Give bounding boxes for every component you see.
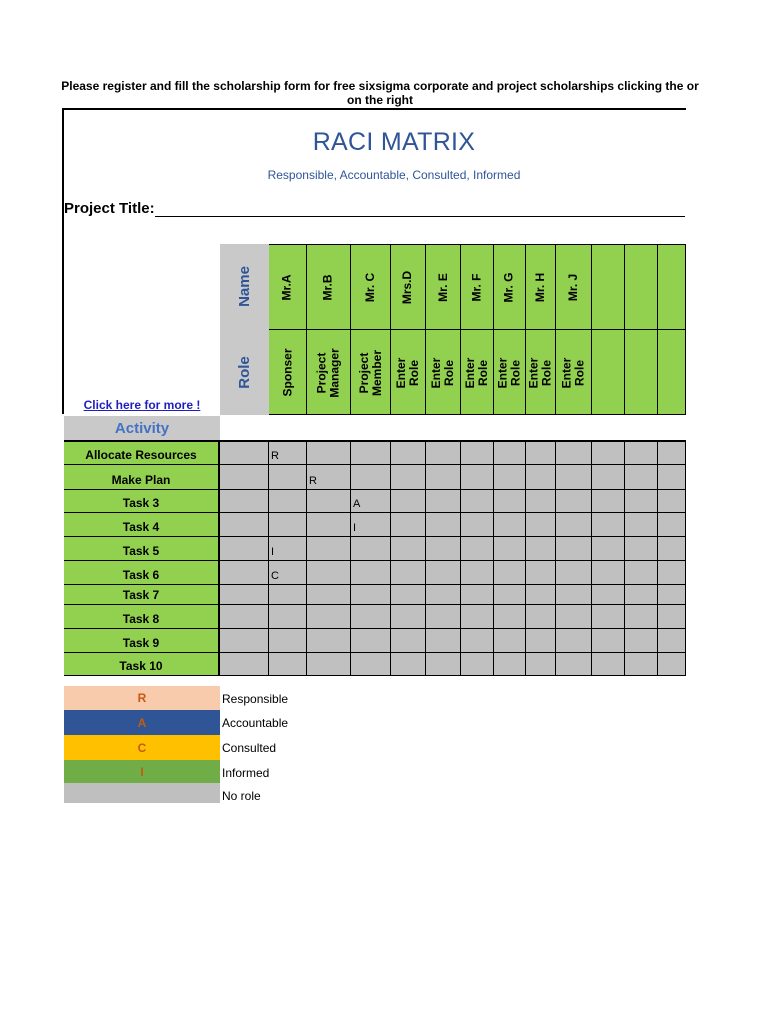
raci-cell[interactable]: [526, 561, 556, 585]
page-title: RACI MATRIX: [312, 128, 476, 156]
raci-cell[interactable]: [307, 561, 351, 585]
raci-cell[interactable]: [351, 605, 391, 629]
person-name: Mr.A: [279, 273, 294, 301]
raci-cell[interactable]: [461, 465, 494, 490]
raci-cell[interactable]: [625, 513, 658, 537]
name-label-text: Name: [235, 266, 253, 307]
person-name: Mrs.D: [400, 270, 415, 304]
raci-cell[interactable]: [269, 513, 307, 537]
raci-cell[interactable]: [625, 442, 658, 465]
raci-cell[interactable]: [461, 605, 494, 629]
person-name-cell: [556, 245, 592, 330]
raci-cell[interactable]: [494, 605, 526, 629]
raci-header-grid: [269, 244, 686, 415]
raci-cell[interactable]: [307, 629, 351, 653]
raci-cell[interactable]: [461, 561, 494, 585]
raci-cell[interactable]: [391, 561, 426, 585]
raci-cell[interactable]: [526, 653, 556, 676]
person-name: Mr. F: [469, 272, 484, 302]
person-name: Mr. G: [501, 271, 516, 303]
raci-cell[interactable]: [269, 465, 307, 490]
raci-cell[interactable]: [625, 561, 658, 585]
person-role-cell: [526, 330, 556, 415]
raci-cell[interactable]: [220, 605, 269, 629]
activity-label: Task 9: [64, 629, 220, 653]
raci-cell[interactable]: [307, 653, 351, 676]
raci-cell[interactable]: [556, 561, 592, 585]
raci-cell[interactable]: [269, 629, 307, 653]
raci-cell[interactable]: [526, 490, 556, 513]
raci-cell[interactable]: R: [307, 465, 351, 490]
raci-cell[interactable]: [625, 605, 658, 629]
raci-cell[interactable]: [526, 537, 556, 561]
activity-label: Allocate Resources: [64, 442, 220, 465]
person-role-cell: [426, 330, 461, 415]
raci-cell[interactable]: [658, 465, 686, 490]
raci-cell[interactable]: [351, 653, 391, 676]
raci-cell[interactable]: [269, 605, 307, 629]
legend-label: No role: [222, 789, 261, 803]
raci-cell[interactable]: [556, 653, 592, 676]
raci-cell[interactable]: [592, 561, 625, 585]
raci-cell[interactable]: [556, 442, 592, 465]
legend-label: Informed: [222, 766, 270, 780]
raci-cell[interactable]: [592, 442, 625, 465]
raci-cell[interactable]: [307, 585, 351, 605]
person-name: Mr. J: [565, 273, 580, 301]
raci-cell[interactable]: [556, 629, 592, 653]
person-role-cell: [391, 330, 426, 415]
click-here-link[interactable]: Click here for more !: [83, 398, 201, 412]
person-role: Project Manager: [314, 347, 342, 398]
person-name-cell: [494, 245, 526, 330]
raci-cell[interactable]: [391, 585, 426, 605]
raci-cell[interactable]: [494, 490, 526, 513]
raci-cell[interactable]: [526, 465, 556, 490]
raci-cell[interactable]: [426, 537, 461, 561]
activity-label: Make Plan: [64, 465, 220, 490]
raci-cell[interactable]: [658, 442, 686, 465]
raci-cell[interactable]: [426, 561, 461, 585]
raci-cell[interactable]: [556, 605, 592, 629]
raci-cell[interactable]: [391, 442, 426, 465]
raci-cell[interactable]: [625, 537, 658, 561]
raci-cell[interactable]: [426, 513, 461, 537]
raci-cell[interactable]: [391, 629, 426, 653]
raci-cell[interactable]: [220, 490, 269, 513]
role-label-text: Role: [235, 355, 253, 389]
person-name-cell: [461, 245, 494, 330]
raci-cell[interactable]: [658, 653, 686, 676]
raci-cell[interactable]: [526, 442, 556, 465]
raci-cell[interactable]: [494, 653, 526, 676]
person-role: Enter Role: [526, 357, 554, 388]
person-role: Sponser: [280, 348, 295, 397]
raci-cell[interactable]: [461, 442, 494, 465]
project-title-field[interactable]: [64, 200, 686, 220]
raci-cell[interactable]: [351, 537, 391, 561]
legend-swatch-r: R: [64, 686, 220, 710]
person-role-cell: [592, 330, 625, 415]
person-name: Mr. H: [533, 272, 547, 302]
raci-cell[interactable]: [494, 561, 526, 585]
raci-cell[interactable]: [461, 537, 494, 561]
raci-cell[interactable]: [526, 585, 556, 605]
activity-label: Task 3: [64, 490, 220, 513]
raci-cell[interactable]: [391, 513, 426, 537]
raci-cell[interactable]: [592, 537, 625, 561]
raci-cell[interactable]: [351, 629, 391, 653]
raci-cell[interactable]: [391, 605, 426, 629]
raci-cell[interactable]: [658, 629, 686, 653]
raci-cell[interactable]: [461, 513, 494, 537]
raci-cell[interactable]: [220, 629, 269, 653]
raci-cell[interactable]: [351, 465, 391, 490]
raci-cell[interactable]: [556, 537, 592, 561]
legend-swatch-none: [64, 783, 220, 803]
person-name-cell: [426, 245, 461, 330]
raci-cell[interactable]: [556, 513, 592, 537]
name-row-label: [220, 244, 269, 329]
person-role-cell: [625, 330, 658, 415]
raci-cell[interactable]: [658, 605, 686, 629]
person-role-cell: [556, 330, 592, 415]
raci-cell[interactable]: [461, 653, 494, 676]
raci-cell[interactable]: I: [269, 537, 307, 561]
person-name-cell: [625, 245, 658, 330]
person-role-cell: [307, 330, 351, 415]
person-role-cell: [351, 330, 391, 415]
person-role: Project Member: [356, 349, 384, 396]
raci-cell[interactable]: [220, 442, 269, 465]
raci-cell[interactable]: [351, 561, 391, 585]
activity-label: Task 8: [64, 605, 220, 629]
raci-cell[interactable]: [494, 465, 526, 490]
raci-cell[interactable]: [658, 513, 686, 537]
raci-cell[interactable]: [625, 465, 658, 490]
person-name-cell: [269, 245, 307, 330]
project-title-label: Project Title:: [64, 200, 155, 217]
raci-cell[interactable]: [658, 537, 686, 561]
raci-cell[interactable]: [307, 537, 351, 561]
legend-swatch-c: C: [64, 735, 220, 760]
raci-cell[interactable]: [426, 442, 461, 465]
raci-cell[interactable]: I: [351, 513, 391, 537]
person-role-cell: [461, 330, 494, 415]
person-role-cell: [269, 330, 307, 415]
raci-cell[interactable]: [461, 585, 494, 605]
raci-cell[interactable]: [220, 465, 269, 490]
raci-cell[interactable]: [494, 537, 526, 561]
raci-cell[interactable]: [391, 653, 426, 676]
raci-cell[interactable]: [625, 629, 658, 653]
person-name-cell: [351, 245, 391, 330]
raci-cell[interactable]: [391, 537, 426, 561]
raci-cell[interactable]: [526, 513, 556, 537]
raci-cell[interactable]: [220, 513, 269, 537]
raci-cell[interactable]: [556, 585, 592, 605]
page-subtitle: Responsible, Accountable, Consulted, Informed: [267, 168, 521, 182]
raci-cell[interactable]: [526, 605, 556, 629]
raci-cell[interactable]: R: [269, 442, 307, 465]
person-role: Enter Role: [429, 357, 456, 388]
raci-cell[interactable]: [307, 442, 351, 465]
raci-cell[interactable]: [526, 629, 556, 653]
legend-swatch-a: A: [64, 710, 220, 735]
raci-cell[interactable]: [658, 561, 686, 585]
raci-cell[interactable]: [426, 605, 461, 629]
person-role: Enter Role: [495, 357, 523, 388]
raci-cell[interactable]: [556, 465, 592, 490]
person-name: Mr. E: [435, 272, 450, 302]
raci-cell[interactable]: [307, 605, 351, 629]
raci-cell[interactable]: [426, 490, 461, 513]
raci-cell[interactable]: [625, 490, 658, 513]
raci-cell[interactable]: [494, 442, 526, 465]
person-name-cell: [592, 245, 625, 330]
raci-cell[interactable]: [625, 585, 658, 605]
raci-cell[interactable]: [592, 513, 625, 537]
raci-cell[interactable]: [426, 629, 461, 653]
person-role: Enter Role: [559, 357, 587, 388]
legend-label: Consulted: [222, 741, 277, 755]
activity-label: Task 7: [64, 585, 220, 605]
person-role: Enter Role: [463, 357, 490, 388]
person-name-cell: [526, 245, 556, 330]
raci-cell[interactable]: [391, 465, 426, 490]
raci-cell[interactable]: [625, 653, 658, 676]
raci-cell[interactable]: [592, 605, 625, 629]
project-title-blank-line[interactable]: [155, 202, 685, 217]
raci-cell[interactable]: [494, 513, 526, 537]
raci-cell[interactable]: [426, 653, 461, 676]
raci-cell[interactable]: [592, 629, 625, 653]
raci-cell[interactable]: [220, 585, 269, 605]
raci-cell[interactable]: [220, 537, 269, 561]
person-name: Mr.B: [320, 273, 335, 301]
legend-swatch-i: I: [64, 760, 220, 783]
raci-cell[interactable]: [592, 490, 625, 513]
raci-cell[interactable]: [307, 490, 351, 513]
raci-cell[interactable]: [592, 465, 625, 490]
activity-label: Task 10: [64, 653, 220, 676]
person-name-cell: [307, 245, 351, 330]
raci-cell[interactable]: A: [351, 490, 391, 513]
role-row-label: [220, 329, 269, 415]
raci-cell[interactable]: [658, 585, 686, 605]
activity-label: Task 5: [64, 537, 220, 561]
activity-label: Task 6: [64, 561, 220, 585]
activity-label: Task 4: [64, 513, 220, 537]
raci-cell[interactable]: [592, 653, 625, 676]
raci-cell[interactable]: [556, 490, 592, 513]
raci-cell[interactable]: [220, 653, 269, 676]
person-role: Enter Role: [394, 357, 421, 388]
raci-cell[interactable]: [307, 513, 351, 537]
raci-cell[interactable]: [461, 629, 494, 653]
raci-matrix-grid: [64, 440, 686, 686]
raci-cell[interactable]: [592, 585, 625, 605]
raci-cell[interactable]: [269, 653, 307, 676]
frame-border-top: [62, 108, 686, 110]
person-name-cell: [391, 245, 426, 330]
raci-cell[interactable]: [658, 490, 686, 513]
person-role-cell: [658, 330, 686, 415]
raci-cell[interactable]: [494, 629, 526, 653]
raci-cell[interactable]: C: [269, 561, 307, 585]
raci-cell[interactable]: [391, 490, 426, 513]
raci-cell[interactable]: [426, 465, 461, 490]
raci-cell[interactable]: [220, 561, 269, 585]
person-name-cell: [658, 245, 686, 330]
legend-label: Accountable: [222, 716, 289, 730]
raci-cell[interactable]: [461, 490, 494, 513]
raci-cell[interactable]: [351, 585, 391, 605]
legend-label: Responsible: [222, 692, 289, 706]
scholarship-notice: Please register and fill the scholarship form for free sixsigma corporate and project scholarships clicking the or on the right: [61, 79, 699, 107]
raci-cell[interactable]: [494, 585, 526, 605]
person-role-cell: [494, 330, 526, 415]
activity-column-header: Activity: [64, 416, 220, 440]
raci-cell[interactable]: [269, 585, 307, 605]
person-name: Mr. C: [363, 272, 377, 302]
raci-cell[interactable]: [269, 490, 307, 513]
raci-cell[interactable]: [426, 585, 461, 605]
raci-cell[interactable]: [351, 442, 391, 465]
